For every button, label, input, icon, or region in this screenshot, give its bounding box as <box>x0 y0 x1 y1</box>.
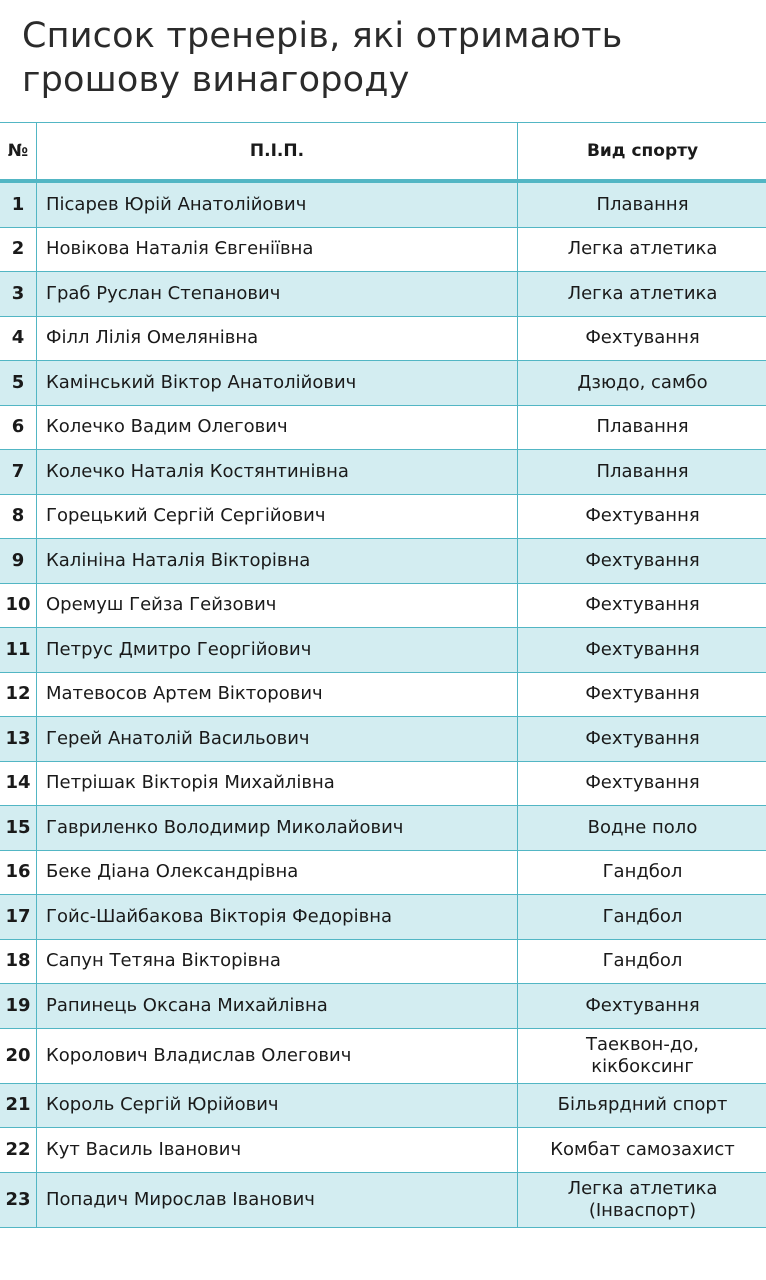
row-number: 20 <box>0 1028 37 1083</box>
table-row <box>0 895 766 940</box>
sport-type: Фехтування <box>518 539 766 584</box>
sport-type: Гандбол <box>518 939 766 984</box>
sport-type: Фехтування <box>518 717 766 762</box>
coach-name: Оремуш Гейза Гейзович <box>37 583 518 628</box>
sport-type: Фехтування <box>518 494 766 539</box>
table-row <box>0 272 766 317</box>
row-number: 5 <box>0 361 37 406</box>
table-row <box>0 316 766 361</box>
table-row <box>0 628 766 673</box>
header-sport: Вид спорту <box>518 123 766 182</box>
table-row <box>0 806 766 851</box>
row-number: 21 <box>0 1083 37 1128</box>
row-number: 10 <box>0 583 37 628</box>
table-row <box>0 405 766 450</box>
coach-name: Колечко Наталія Костянтинівна <box>37 450 518 495</box>
sport-type: Легка атлетика <box>518 227 766 272</box>
coach-name: Беке Діана Олександрівна <box>37 850 518 895</box>
table-row <box>0 1083 766 1128</box>
sport-type: Фехтування <box>518 984 766 1029</box>
header-number: № <box>0 123 37 182</box>
coach-name: Гавриленко Володимир Миколайович <box>37 806 518 851</box>
table-row <box>0 939 766 984</box>
coach-name: Рапинець Оксана Михайлівна <box>37 984 518 1029</box>
row-number: 19 <box>0 984 37 1029</box>
coach-name: Граб Руслан Степанович <box>37 272 518 317</box>
row-number: 11 <box>0 628 37 673</box>
row-number: 12 <box>0 672 37 717</box>
row-number: 23 <box>0 1172 37 1227</box>
page-title-line-2: грошову винагороду <box>22 60 410 100</box>
table-row <box>0 539 766 584</box>
table-row <box>0 181 766 227</box>
coach-name: Король Сергій Юрійович <box>37 1083 518 1128</box>
table-row <box>0 1172 766 1227</box>
table-row <box>0 672 766 717</box>
row-number: 15 <box>0 806 37 851</box>
row-number: 18 <box>0 939 37 984</box>
row-number: 1 <box>0 181 37 227</box>
table-row <box>0 494 766 539</box>
coach-name: Королович Владислав Олегович <box>37 1028 518 1083</box>
sport-type: Фехтування <box>518 628 766 673</box>
table-body <box>0 181 766 1227</box>
coach-name: Горецький Сергій Сергійович <box>37 494 518 539</box>
table-row <box>0 761 766 806</box>
coach-name: Калініна Наталія Вікторівна <box>37 539 518 584</box>
row-number: 7 <box>0 450 37 495</box>
coach-name: Гойс-Шайбакова Вікторія Федорівна <box>37 895 518 940</box>
coach-name: Попадич Мирослав Іванович <box>37 1172 518 1227</box>
header-name: П.І.П. <box>37 123 518 182</box>
table-row <box>0 450 766 495</box>
table-row <box>0 583 766 628</box>
coaches-table <box>0 122 766 1228</box>
table-row <box>0 850 766 895</box>
coach-name: Герей Анатолій Васильович <box>37 717 518 762</box>
coach-name: Матевосов Артем Вікторович <box>37 672 518 717</box>
row-number: 14 <box>0 761 37 806</box>
sport-type: Таеквон-до, кікбоксинг <box>518 1028 766 1083</box>
table-row <box>0 717 766 762</box>
sport-type: Легка атлетика <box>518 272 766 317</box>
sport-type: Легка атлетика (Інваспорт) <box>518 1172 766 1227</box>
sport-type: Дзюдо, самбо <box>518 361 766 406</box>
sport-type: Водне поло <box>518 806 766 851</box>
sport-type: Плавання <box>518 450 766 495</box>
coach-name: Петрус Дмитро Георгійович <box>37 628 518 673</box>
row-number: 6 <box>0 405 37 450</box>
table-row <box>0 1028 766 1083</box>
sport-type: Фехтування <box>518 583 766 628</box>
row-number: 2 <box>0 227 37 272</box>
coach-name: Камінський Віктор Анатолійович <box>37 361 518 406</box>
coach-name: Філл Лілія Омелянівна <box>37 316 518 361</box>
table-row <box>0 227 766 272</box>
coach-name: Пісарев Юрій Анатолійович <box>37 181 518 227</box>
page-title <box>22 14 742 102</box>
row-number: 4 <box>0 316 37 361</box>
sport-type: Плавання <box>518 181 766 227</box>
table-row <box>0 984 766 1029</box>
row-number: 8 <box>0 494 37 539</box>
coach-name: Сапун Тетяна Вікторівна <box>37 939 518 984</box>
sport-type: Гандбол <box>518 895 766 940</box>
coach-name: Колечко Вадим Олегович <box>37 405 518 450</box>
table-header-row <box>0 123 766 182</box>
row-number: 17 <box>0 895 37 940</box>
row-number: 13 <box>0 717 37 762</box>
sport-type: Плавання <box>518 405 766 450</box>
sport-type: Гандбол <box>518 850 766 895</box>
page-title-line-1: Список тренерів, які отримають <box>22 16 623 56</box>
sport-type: Комбат самозахист <box>518 1128 766 1173</box>
sport-type: Більярдний спорт <box>518 1083 766 1128</box>
coach-name: Кут Василь Іванович <box>37 1128 518 1173</box>
coach-name: Петрішак Вікторія Михайлівна <box>37 761 518 806</box>
sport-type: Фехтування <box>518 316 766 361</box>
sport-type: Фехтування <box>518 761 766 806</box>
row-number: 22 <box>0 1128 37 1173</box>
row-number: 3 <box>0 272 37 317</box>
row-number: 16 <box>0 850 37 895</box>
table-row <box>0 1128 766 1173</box>
table-row <box>0 361 766 406</box>
sport-type: Фехтування <box>518 672 766 717</box>
row-number: 9 <box>0 539 37 584</box>
coach-name: Новікова Наталія Євгеніївна <box>37 227 518 272</box>
